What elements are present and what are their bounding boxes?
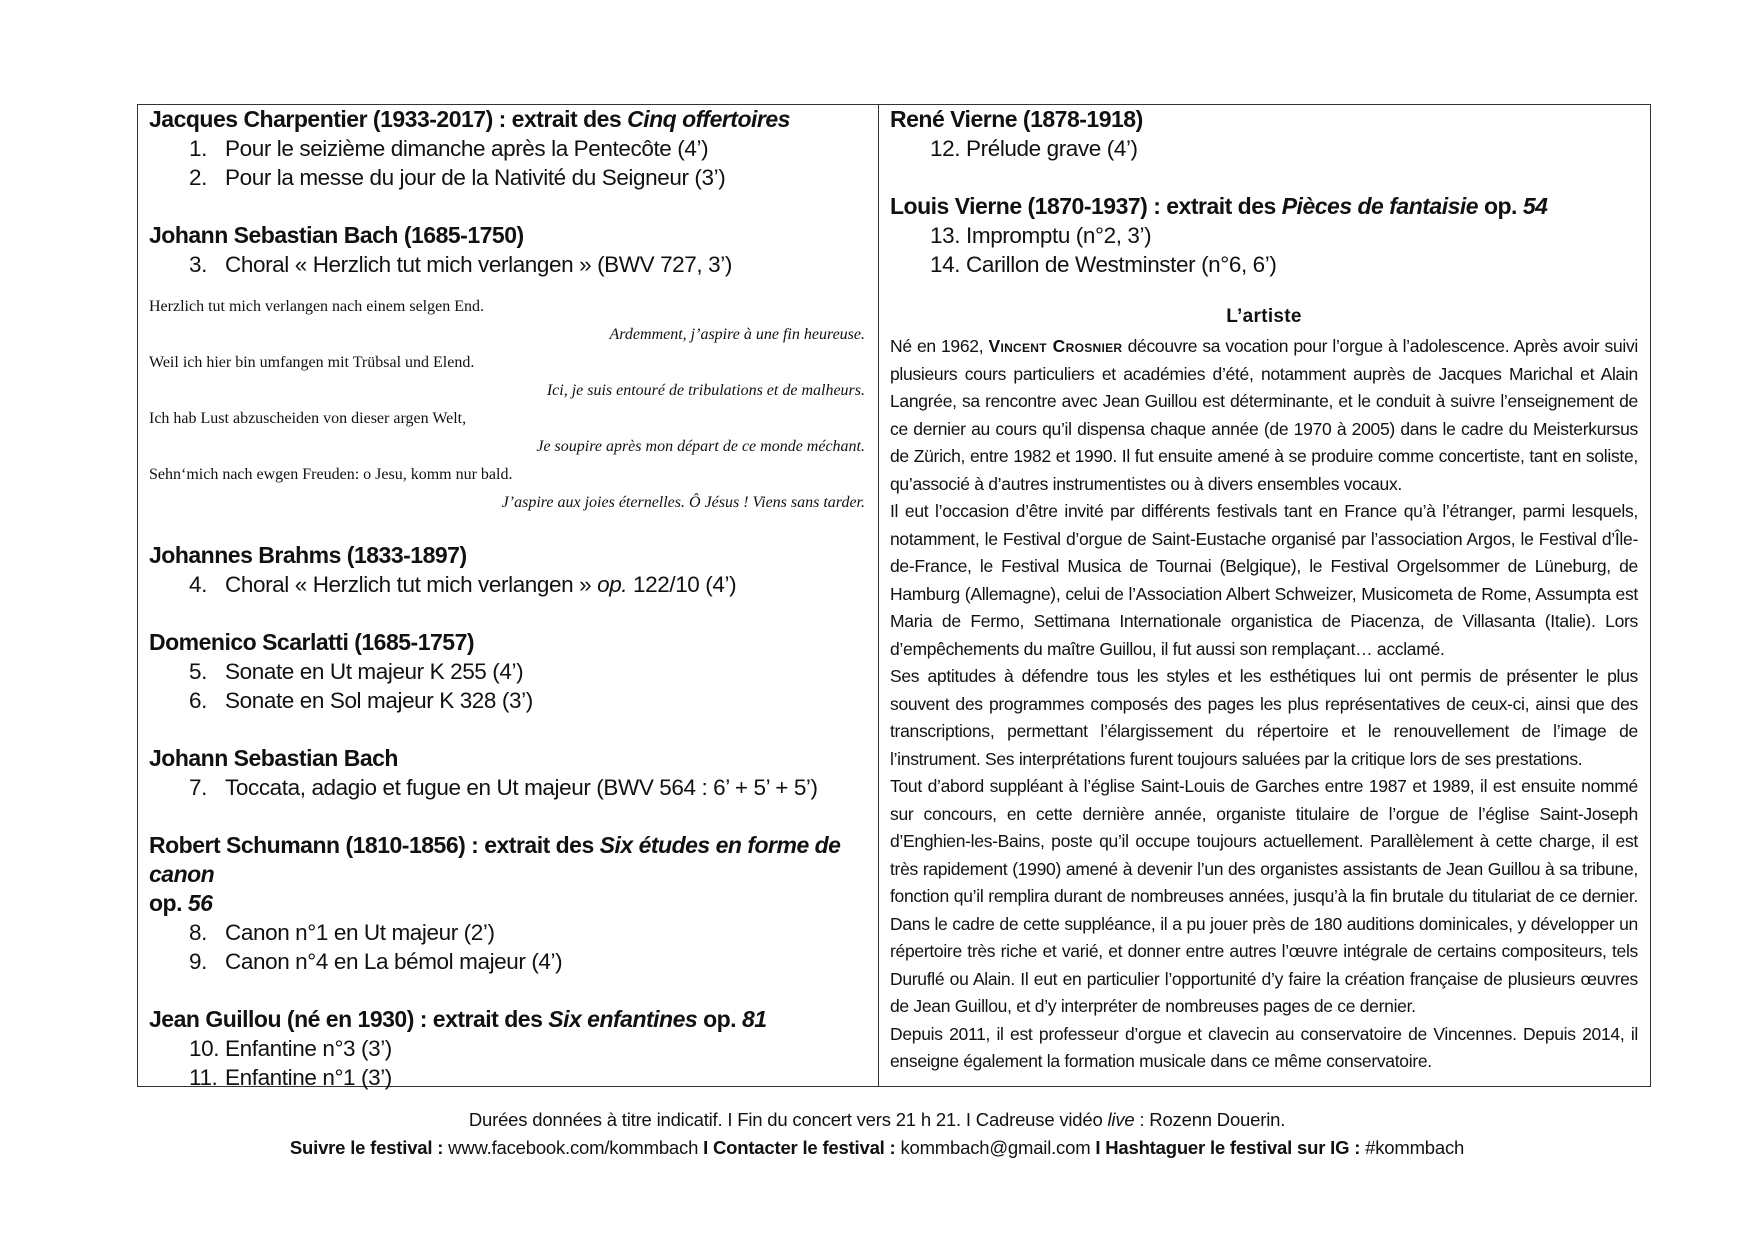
- program-item: 10. Enfantine n°3 (3’): [189, 1036, 392, 1061]
- program-item: 5. Sonate en Ut majeur K 255 (4’): [189, 659, 524, 684]
- artist-name: Vincent Crosnier: [988, 336, 1123, 356]
- composer-heading: Johann Sebastian Bach (1685-1750): [149, 222, 524, 248]
- composer-schumann: [149, 831, 869, 976]
- bio-paragraph: Tout d’abord suppléant à l’église Saint-Louis de Garches entre 1987 et 1989, il est ensuite nommé sur concours, en cette dernière année, organiste titulaire de l’orgue de l’église Saint-Joseph d’Enghien-les-Bains, poste qu’il occupe toujours actuellement. Parallèlement à cette charge, il est très rapidement (1990) amené à devenir l’un des organistes assistants de Jean Guillou à sa tribune, fonction qu’il remplira durant de nombreuses années, jusqu’à la fin brutale du titulariat de ce dernier. Dans le cadre de cette suppléance, il a pu jouer près de 180 auditions dominicales, y développer un répertoire très riche et varié, et donner entre autres l’œuvre intégrale de certains compositeurs, tels Duruflé ou Alain. Il eut en particulier l’opportunité d’y faire la création française de plusieurs œuvres de Jean Guillou, et d’y interpréter de nombreuses pages de ce dernier.: [890, 776, 1638, 1016]
- lyric-german: Sehn‘mich nach ewgen Freuden: o Jesu, komm nur bald.: [149, 466, 513, 483]
- program-item: 6. Sonate en Sol majeur K 328 (3’): [189, 688, 533, 713]
- composer-heading: Johannes Brahms (1833-1897): [149, 542, 467, 568]
- footer-links: Suivre le festival : www.facebook.com/kommbach I Contacter le festival : kommbach@gmail.com I Hashtaguer le festival sur IG : #kommbach: [289, 1137, 1465, 1158]
- bio-paragraph: Depuis 2011, il est professeur d’orgue et clavecin au conservatoire de Vincennes. Depuis 2014, il enseigne également la formation musicale dans ce même conservatoire.: [890, 1023, 1638, 1071]
- column-divider: [878, 105, 879, 1086]
- bio-paragraph: Ses aptitudes à défendre tous les styles et les esthétiques lui ont permis de présenter le plus souvent des programmes composés des pages les plus représentatives de ceux-ci, ainsi que des transcriptions, permettant l’élargissement du répertoire et le renouvellement de l’image de l’instrument. Ses interprétations furent toujours saluées par la critique lors de ses prestations.: [890, 666, 1638, 769]
- composer-heading: Robert Schumann (1810-1856) : extrait des Six études en forme de canon: [149, 832, 841, 887]
- footer-note: Durées données à titre indicatif. I Fin du concert vers 21 h 21. I Cadreuse vidéo live : Rozenn Douerin.: [468, 1109, 1286, 1130]
- program-item: 9. Canon n°4 en La bémol majeur (4’): [189, 949, 563, 974]
- chorale-lyrics: [149, 293, 869, 517]
- program-item: 14. Carillon de Westminster (n°6, 6’): [930, 252, 1277, 277]
- composer-heading: Jean Guillou (né en 1930) : extrait des Six enfantines op. 81: [149, 1006, 767, 1032]
- hashtag: #kommbach: [1360, 1137, 1465, 1158]
- facebook-link[interactable]: www.facebook.com/kommbach: [443, 1137, 704, 1158]
- lyric-german: Weil ich hier bin umfangen mit Trübsal und Elend.: [149, 354, 475, 371]
- bio-paragraph: Il eut l’occasion d’être invité par différents festivals tant en France qu’à l’étranger, parmi lesquels, notamment, le Festival d’orgue de Saint-Eustache organisé par l’association Argos, le Festival d’Île-de-France, le Festival Musica de Tournai (Belgique), le Festival Orgelsommer de Lüneburg, de Hamburg (Allemagne), celui de l’Association Albert Schweizer, Musicometa de Rome, Assumpta est Maria de Fermo, Settimana Internationale organistica de Piacenza, de Villasanta (Italie). Lors d’empêchements du maître Guillou, il fut aussi son remplaçant… acclamé.: [890, 501, 1638, 659]
- composer-heading: René Vierne (1878-1918): [890, 106, 1143, 132]
- composer-brahms: [149, 541, 869, 599]
- composer-heading: Jacques Charpentier (1933-2017) : extrait des Cinq offertoires: [149, 106, 790, 132]
- lyric-french: Ici, je suis entouré de tribulations et de malheurs.: [546, 382, 865, 399]
- composer-scarlatti: [149, 628, 869, 715]
- artist-bio: [890, 333, 1638, 1076]
- composer-guillou: [149, 1005, 869, 1092]
- composer-charpentier: [149, 105, 869, 192]
- program-item: 2. Pour la messe du jour de la Nativité du Seigneur (3’): [189, 165, 726, 190]
- lyric-french: Je soupire après mon départ de ce monde méchant.: [536, 438, 865, 455]
- program-item: 1. Pour le seizième dimanche après la Pentecôte (4’): [189, 136, 709, 161]
- program-left-column: [149, 105, 869, 1092]
- bio-paragraph: Né en 1962, Vincent Crosnier découvre sa vocation pour l’orgue à l’adolescence. Après avoir suivi plusieurs cours particuliers et académies d’été, notamment auprès de Jacques Marichal et Alain Langrée, sa rencontre avec Jean Guillou est déterminante, et le conduit à suivre l’enseignement de ce dernier au cours qu’il dispensa chaque année (de 1970 à 2005) dans le cadre du Meisterkursus de Zürich, entre 1982 et 1990. Il fut ensuite amené à se produire comme concertiste, tant en soliste, qu’associé à d’autres instrumentistes ou à divers ensembles vocaux.: [890, 336, 1639, 494]
- program-item: 4. Choral « Herzlich tut mich verlangen » op. 122/10 (4’): [189, 572, 737, 597]
- composer-heading: Louis Vierne (1870-1937) : extrait des Pièces de fantaisie op. 54: [890, 193, 1548, 219]
- composer-heading: Domenico Scarlatti (1685-1757): [149, 629, 475, 655]
- lyric-french: J’aspire aux joies éternelles. Ô Jésus ! Viens sans tarder.: [501, 494, 865, 511]
- program-item: 11. Enfantine n°1 (3’): [189, 1065, 392, 1090]
- artist-section-title: L’artiste: [1226, 306, 1302, 327]
- program-item: 13. Impromptu (n°2, 3’): [930, 223, 1152, 248]
- composer-louis-vierne: [890, 192, 1638, 279]
- program-table: [137, 104, 1651, 1090]
- lyric-german: Ich hab Lust abzuscheiden von dieser argen Welt,: [149, 410, 467, 427]
- composer-rene-vierne: [890, 105, 1638, 163]
- program-item: 8. Canon n°1 en Ut majeur (2’): [189, 920, 495, 945]
- lyric-french: Ardemment, j’aspire à une fin heureuse.: [609, 326, 865, 343]
- composer-bach: [149, 221, 869, 279]
- composer-heading-continued: op. 56: [149, 890, 213, 916]
- program-item: 3. Choral « Herzlich tut mich verlangen » (BWV 727, 3’): [189, 252, 732, 277]
- composer-heading: Johann Sebastian Bach: [149, 745, 398, 771]
- email-link[interactable]: kommbach@gmail.com: [895, 1137, 1096, 1158]
- program-item: 7. Toccata, adagio et fugue en Ut majeur (BWV 564 : 6’ + 5’ + 5’): [189, 775, 818, 800]
- program-right-column: [890, 105, 1638, 1076]
- composer-bach-2: [149, 744, 869, 802]
- lyric-german: Herzlich tut mich verlangen nach einem selgen End.: [149, 298, 484, 315]
- program-item: 12. Prélude grave (4’): [930, 136, 1138, 161]
